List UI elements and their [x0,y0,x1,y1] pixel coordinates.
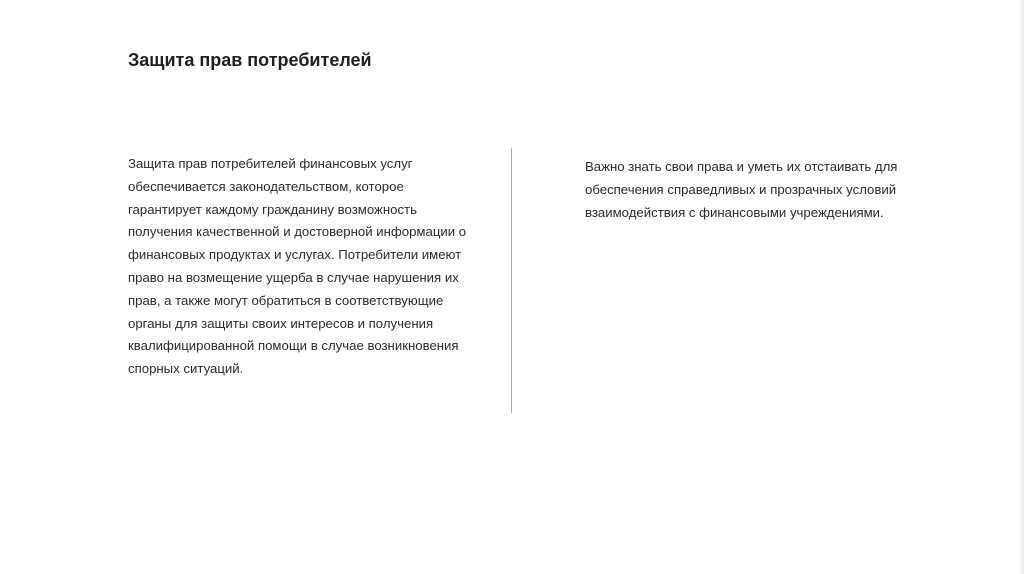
column-divider [511,148,512,413]
right-column-text: Важно знать свои права и уметь их отстаивать для обеспечения справедливых и прозрачных условий взаимодействия с финансовыми учреждениями. [585,159,898,220]
page-edge-shadow [1018,0,1024,574]
slide-title: Защита прав потребителей [128,50,372,70]
left-column-text: Защита прав потребителей финансовых услуг обеспечивается законодательством, которое гарантирует каждому гражданину возможность получения качественной и достоверной информации о финансовых продуктах и услугах. Потребители имеют право на возмещение ущерба в случае нарушения их прав, а также могут обратиться в соответствующие органы для защиты своих интересов и получения квалифицированной помощи в случае возникновения спорных ситуаций. [128,156,467,377]
